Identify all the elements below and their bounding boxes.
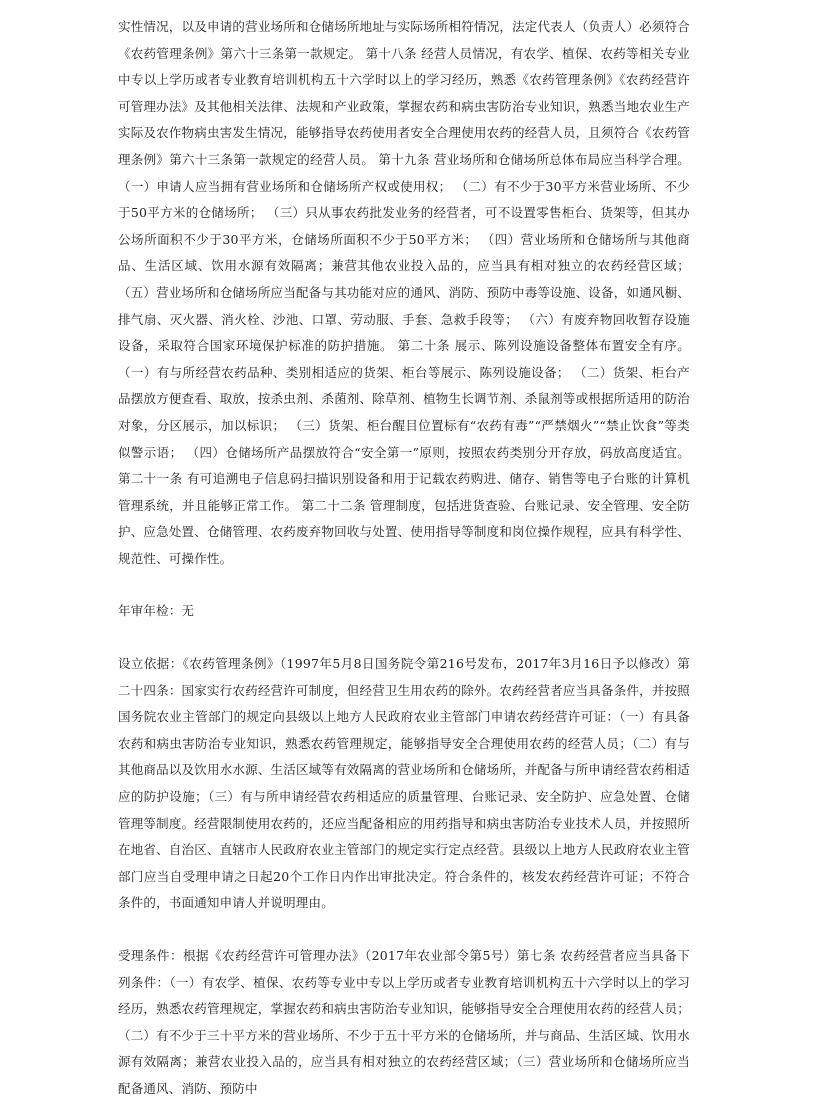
- document-body: [118, 14, 690, 1103]
- paragraph-acceptance-conditions: 受理条件：根据《农药经营许可管理办法》（2017年农业部令第5号）第七条 农药经营者应当具备下列条件：（一）有农学、植保、农药等专业中专以上学历或者专业教育培训机构五十六学时以上的学习经历，熟悉农药管理规定，掌握农药和病虫害防治专业知识，能够指导安全合理使用农药的经营人员；（二）有不少于三十平方米的营业场所、不少于五十平方米的仓储场所，并与商品、生活区域、饮用水源有效隔离；兼营农业投入品的，应当具有相对独立的农药经营区域；（三）营业场所和仓储场所应当配备通风、消防、预防中: [118, 948, 690, 1096]
- paragraph-gap: [118, 625, 690, 651]
- paragraph-business-conditions: 实性情况，以及申请的营业场所和仓储场所地址与实际场所相符情况，法定代表人（负责人）必须符合《农药管理条例》第六十三条第一款规定。 第十八条 经营人员情况，有农学、植保、农药等相关专业中专以上学历或者专业教育培训机构五十六学时以上的学习经历，熟悉《农药管理条例》《农药经营许可管理办法》及其他相关法律、法规和产业政策，掌握农药和病虫害防治专业知识，熟悉当地农业生产实际及农作物病虫害发生情况，能够指导农药使用者安全合理使用农药的经营人员，且须符合《农药管理条例》第六十三条第一款规定的经营人员。 第十九条 营业场所和仓储场所总体布局应当科学合理。 （一）申请人应当拥有营业场所和仓储场所产权或使用权； （二）有不少于30平方米营业场所、不少于50平方米的仓储场所； （三）只从事农药批发业务的经营者，可不设置零售柜台、货架等，但其办公场所面积不少于30平方米，仓储场所面积不少于50平方米； （四）营业场所和仓储场所与其他商品、生活区域、饮用水源有效隔离；兼营其他农业投入品的，应当具有相对独立的农药经营区域； （五）营业场所和仓储场所应当配备与其功能对应的通风、消防、预防中毒等设施、设备，如通风橱、排气扇、灭火器、消火栓、沙池、口罩、劳动服、手套、急救手段等； （六）有废弃物回收暂存设施设备，采取符合国家环境保护标准的防护措施。 第二十条 展示、陈列设施设备整体布置安全有序。 （一）有与所经营农药品种、类别相适应的货架、柜台等展示、陈列设施设备； （二）货架、柜台产品摆放方便查看、取放，按杀虫剂、杀菌剂、除草剂、植物生长调节剂、杀鼠剂等或根据所适用的防治对象，分区展示，加以标识； （三）货架、柜台醒目位置标有“农药有毒”“严禁烟火”“禁止饮食”等类似警示语； （四）仓储场所产品摆放符合“安全第一”原则，按照农药类别分开存放，码放高度适宜。 第二十一条 有可追溯电子信息码扫描识别设备和用于记载农药购进、储存、销售等电子台账的计算机管理系统，并且能够正常工作。 第二十二条 管理制度，包括进货查验、台账记录、安全管理、安全防护、应急处置、仓储管理、农药废弃物回收与处置、使用指导等制度和岗位操作规程，应具有科学性、规范性、可操作性。: [118, 19, 690, 566]
- paragraph-annual-inspection: 年审年检：无: [118, 603, 195, 619]
- paragraph-gap: [118, 572, 690, 598]
- paragraph-legal-basis: 设立依据：《农药管理条例》（1997年5月8日国务院令第216号发布，2017年3月16日予以修改）第二十四条：国家实行农药经营许可制度，但经营卫生用农药的除外。农药经营者应当具备条件，并按照国务院农业主管部门的规定向县级以上地方人民政府农业主管部门申请农药经营许可证：（一）有具备农药和病虫害防治专业知识，熟悉农药管理规定，能够指导安全合理使用农药的经营人员；（二）有与其他商品以及饮用水水源、生活区域等有效隔离的营业场所和仓储场所，并配备与所申请经营农药相适应的防护设施；（三）有与所申请经营农药相适应的质量管理、台账记录、安全防护、应急处置、仓储管理等制度。经营限制使用农药的，还应当配备相应的用药指导和病虫害防治专业技术人员，并按照所在地省、自治区、直辖市人民政府农业主管部门的规定实行定点经营。县级以上地方人民政府农业主管部门应当自受理申请之日起20个工作日内作出审批决定。符合条件的，核发农药经营许可证；不符合条件的，书面通知申请人并说明理由。: [118, 656, 690, 911]
- paragraph-gap: [118, 917, 690, 943]
